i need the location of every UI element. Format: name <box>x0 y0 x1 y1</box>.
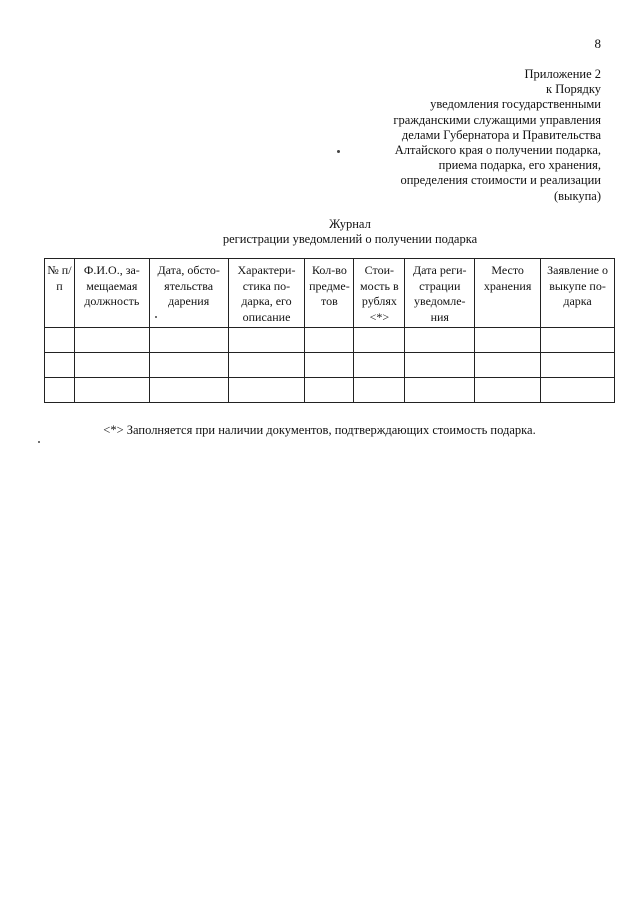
table-cell <box>74 378 149 403</box>
table-cell <box>541 328 615 353</box>
appendix-line: к Порядку <box>546 82 601 97</box>
header-cell-registration-date: Дата реги- страции уведомле- ния <box>405 259 475 328</box>
table-row <box>45 378 615 403</box>
table-cell <box>228 353 305 378</box>
appendix-line: (выкупа) <box>553 188 601 203</box>
scan-speck <box>337 150 340 153</box>
appendix-line: Алтайского края о получении подарка, <box>394 143 601 158</box>
table-header-row <box>45 259 615 328</box>
scan-speck <box>38 441 40 443</box>
table-cell <box>475 378 541 403</box>
register-table <box>44 258 615 403</box>
table-cell <box>354 328 405 353</box>
table-cell <box>354 353 405 378</box>
journal-heading <box>0 217 639 247</box>
header-cell-storage-place: Место хранения <box>475 259 541 328</box>
table-cell <box>74 328 149 353</box>
table-cell <box>149 378 228 403</box>
appendix-line: определения стоимости и реализации <box>400 173 601 188</box>
table-cell <box>305 328 354 353</box>
table-cell <box>228 328 305 353</box>
table-cell <box>541 378 615 403</box>
header-cell-gift-date: Дата, обсто- ятельства дарения <box>149 259 228 328</box>
header-cell-gift-description: Характери- стика по- дарка, его описание <box>228 259 305 328</box>
header-cell-quantity: Кол-во предме- тов <box>305 259 354 328</box>
header-cell-buyout-request: Заявление о выкупе по- дарка <box>541 259 615 328</box>
appendix-block <box>301 67 601 204</box>
table-cell <box>475 353 541 378</box>
table-cell <box>149 353 228 378</box>
table-cell <box>45 328 75 353</box>
journal-title: Журнал <box>329 217 371 231</box>
table-cell <box>405 328 475 353</box>
appendix-line: гражданскими служащими управления <box>393 112 601 127</box>
footnote: <*> Заполняется при наличии документов, подтверждающих стоимость подарка. <box>103 423 536 437</box>
table-cell <box>149 328 228 353</box>
journal-subtitle: регистрации уведомлений о получении подарка <box>222 232 478 246</box>
table-cell <box>74 353 149 378</box>
table-cell <box>228 378 305 403</box>
table-cell <box>354 378 405 403</box>
appendix-line: приема подарка, его хранения, <box>438 158 601 173</box>
header-cell-cost: Стои- мость в рублях <*> <box>354 259 405 328</box>
table-cell <box>405 378 475 403</box>
appendix-line: делами Губернатора и Правительства <box>401 127 601 142</box>
table-body <box>45 328 615 403</box>
table-cell <box>405 353 475 378</box>
table-cell <box>45 378 75 403</box>
appendix-line: Приложение 2 <box>524 67 601 81</box>
table-row <box>45 353 615 378</box>
table-cell <box>541 353 615 378</box>
table-cell <box>305 378 354 403</box>
table-cell <box>45 353 75 378</box>
table-cell <box>475 328 541 353</box>
appendix-line: уведомления государственными <box>430 97 601 112</box>
table-cell <box>305 353 354 378</box>
scan-speck <box>155 316 157 318</box>
table-row <box>45 328 615 353</box>
page-number: 8 <box>594 36 601 51</box>
header-cell-name-position: Ф.И.О., за- мещаемая должность <box>74 259 149 328</box>
header-cell-number: № п/п <box>45 259 75 328</box>
